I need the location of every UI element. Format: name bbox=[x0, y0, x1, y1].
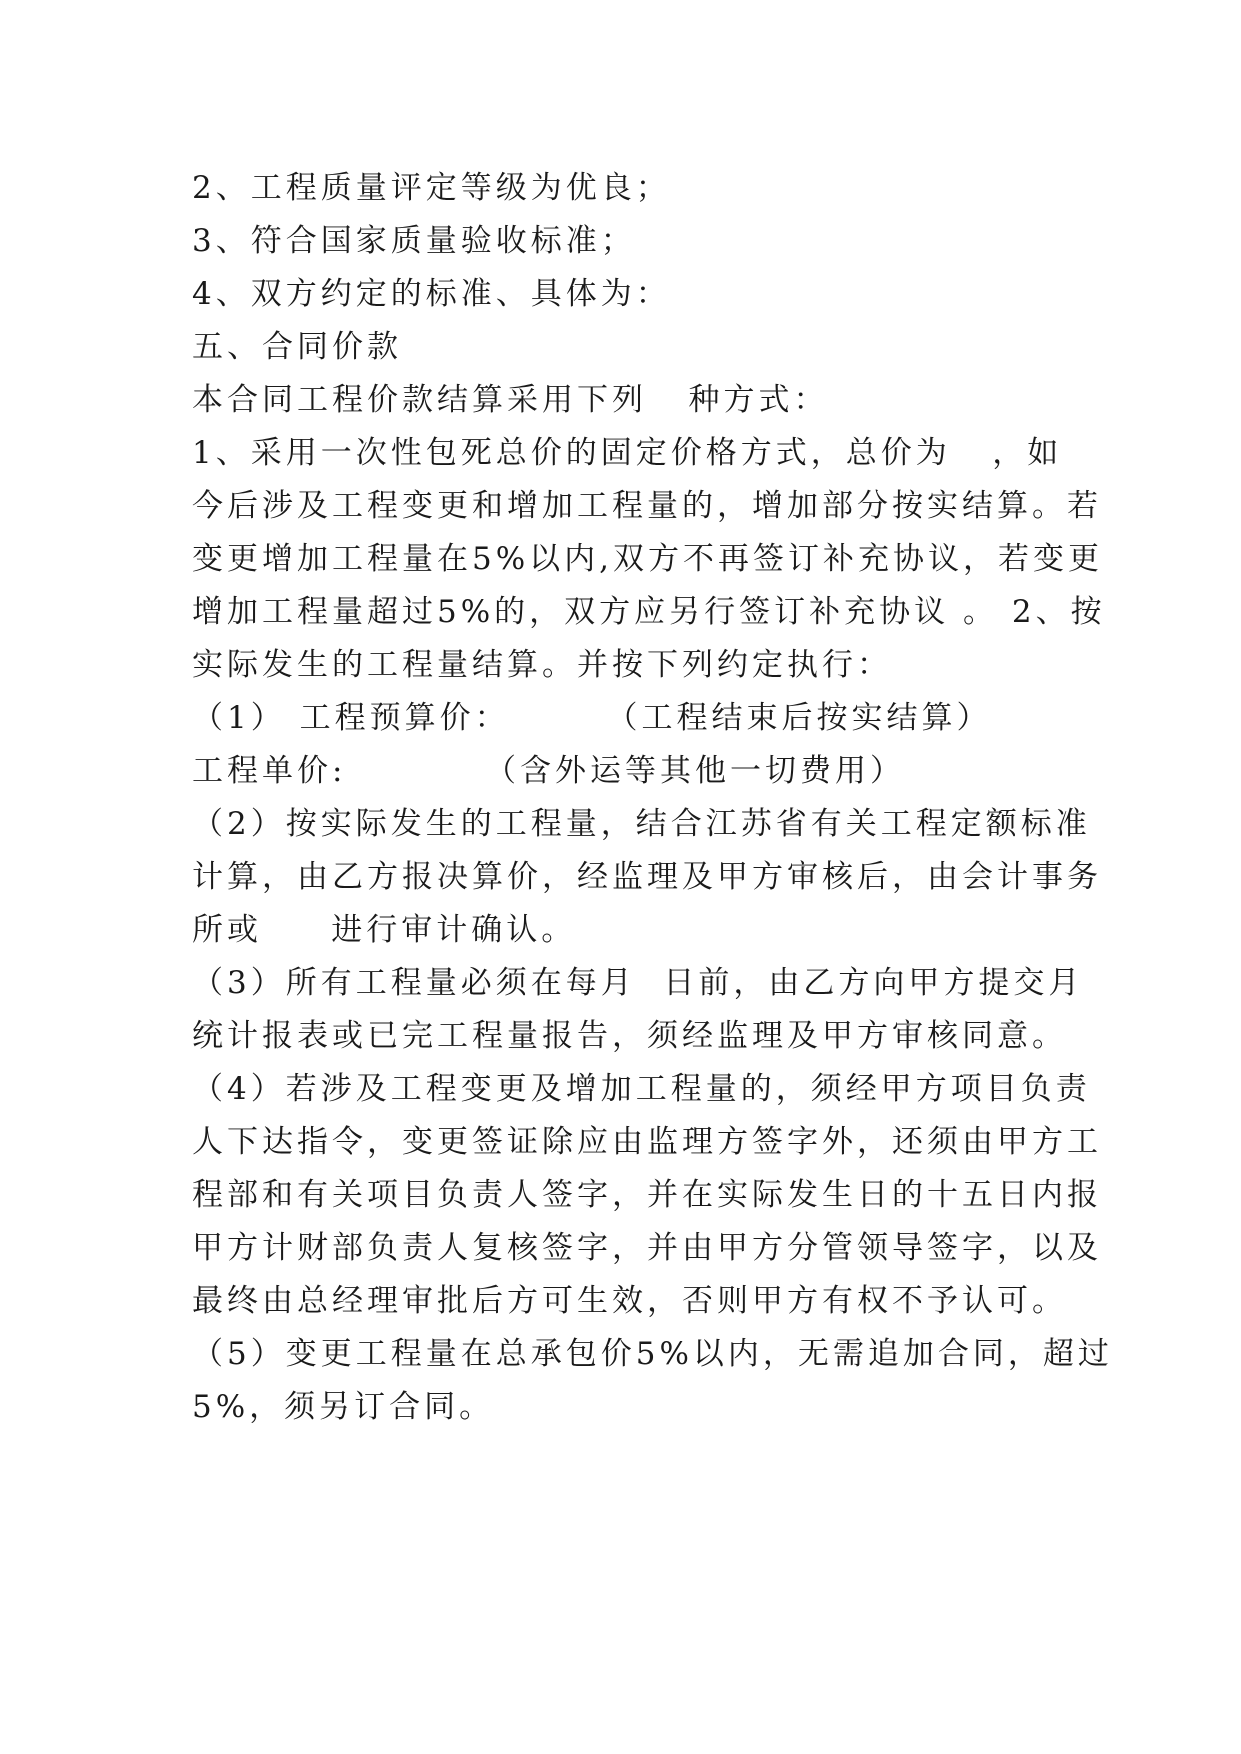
text-line: 统计报表或已完工程量报告，须经监理及甲方审核同意。 bbox=[192, 1018, 1067, 1054]
text-line: 最终由总经理审批后方可生效，否则甲方有权不予认可。 bbox=[192, 1283, 1067, 1319]
text-line: 变更增加工程量在5%以内,双方不再签订补充协议，若变更 bbox=[192, 541, 1104, 577]
text-line: 实际发生的工程量结算。并按下列约定执行： bbox=[192, 647, 892, 683]
text-line: （4）若涉及工程变更及增加工程量的，须经甲方项目负责 bbox=[192, 1071, 1091, 1107]
text-line: 程部和有关项目负责人签字，并在实际发生日的十五日内报 bbox=[192, 1177, 1102, 1213]
text-line: 今后涉及工程变更和增加工程量的，增加部分按实结算。若 bbox=[192, 488, 1102, 524]
text-line: 1、采用一次性包死总价的固定价格方式，总价为 ，如 bbox=[192, 435, 1063, 471]
text-line: 3、符合国家质量验收标准； bbox=[192, 223, 636, 259]
text-line: （1） 工程预算价： （工程结束后按实结算） bbox=[192, 700, 992, 736]
text-line: （3）所有工程量必须在每月 日前，由乙方向甲方提交月 bbox=[192, 965, 1084, 1001]
text-line: 增加工程量超过5%的，双方应另行签订补充协议 。 2、按 bbox=[192, 594, 1106, 630]
text-line: 人下达指令，变更签证除应由监理方签字外，还须由甲方工 bbox=[192, 1124, 1102, 1160]
text-line: 2、工程质量评定等级为优良； bbox=[192, 170, 671, 206]
text-line: 工程单价: （含外运等其他一切费用） bbox=[192, 753, 905, 789]
section-heading: 五、合同价款 bbox=[192, 329, 402, 365]
text-line: （5）变更工程量在总承包价5%以内，无需追加合同，超过 bbox=[192, 1336, 1113, 1372]
text-line: 甲方计财部负责人复核签字，并由甲方分管领导签字，以及 bbox=[192, 1230, 1102, 1266]
text-line: 计算，由乙方报决算价，经监理及甲方审核后，由会计事务 bbox=[192, 859, 1102, 895]
text-line: 所或 进行审计确认。 bbox=[192, 912, 577, 948]
text-line: 4、双方约定的标准、具体为： bbox=[192, 276, 671, 312]
text-line: 5%，须另订合同。 bbox=[192, 1389, 495, 1425]
text-line: （2）按实际发生的工程量，结合江苏省有关工程定额标准 bbox=[192, 806, 1091, 842]
text-line: 本合同工程价款结算采用下列 种方式： bbox=[192, 382, 829, 418]
